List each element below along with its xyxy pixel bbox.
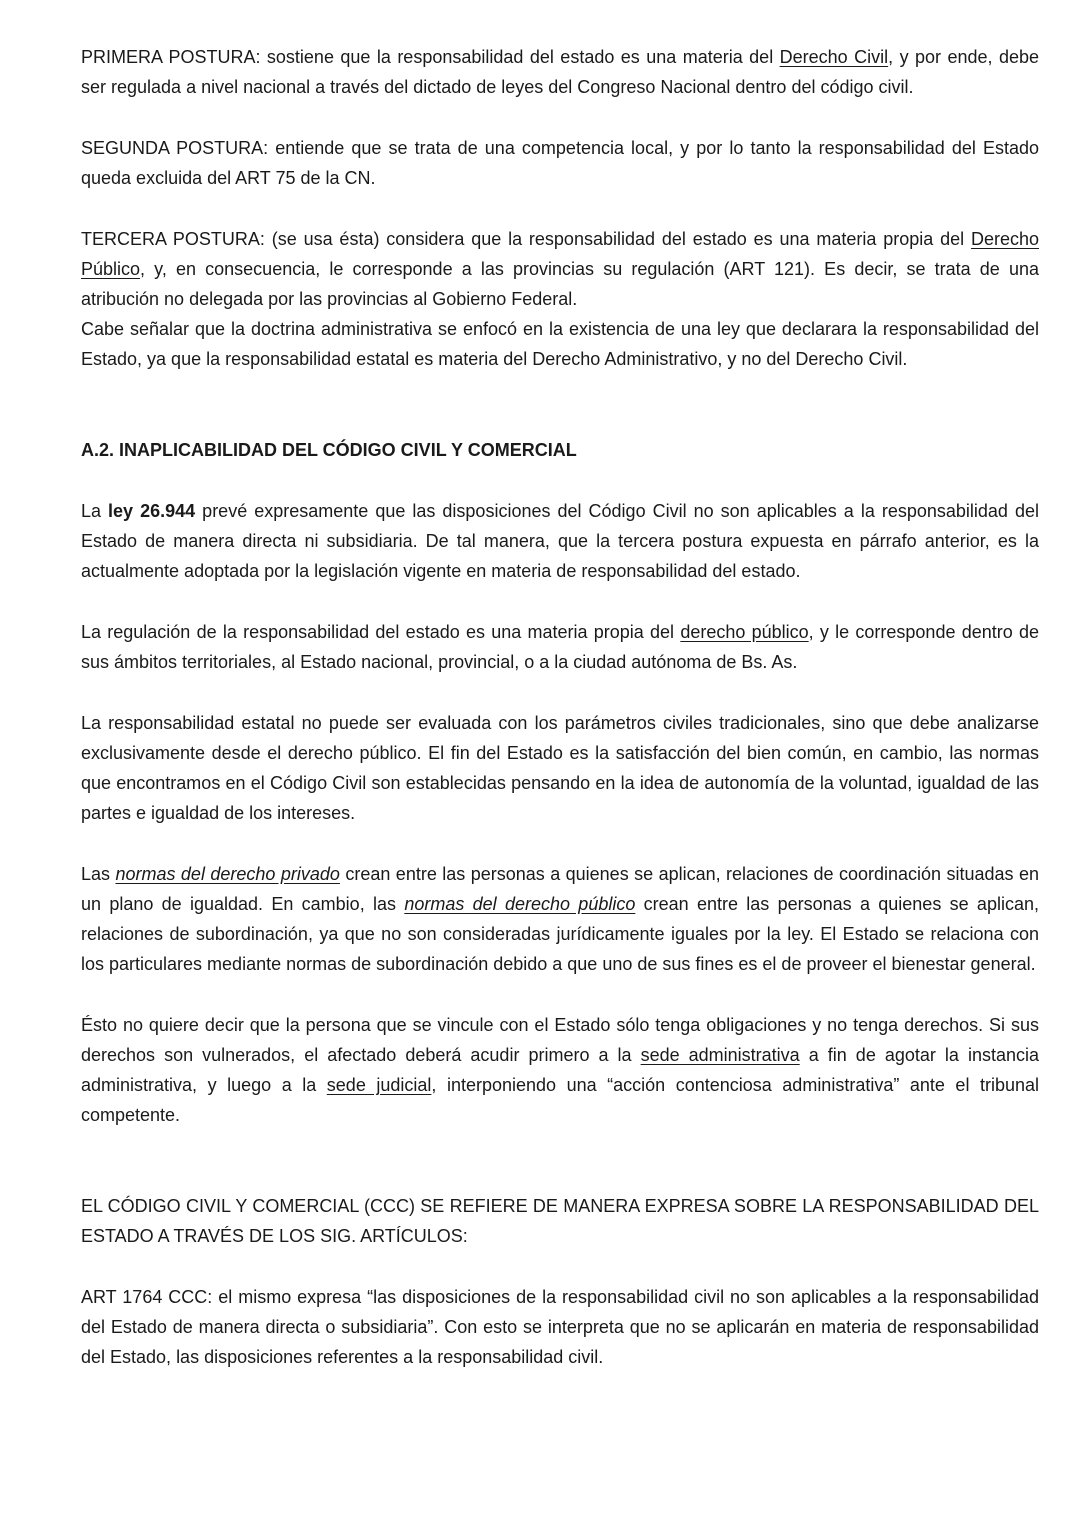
paragraph-derechos: Ésto no quiere decir que la persona que se vincule con el Estado sólo tenga obligaciones y no tenga derechos. Si sus derechos son vulnerados, el afectado deberá acudir primero a la sede administrativa a fin de agotar la instancia administrativa, y luego a la sede judicial, interponiendo una “acción contenciosa administrativa” ante el tribunal competente. <box>81 1015 1040 1125</box>
document-page <box>81 42 1039 1372</box>
term-normas-publico: normas del derecho público <box>404 894 636 914</box>
paragraph-art-1764: ART 1764 CCC: el mismo expresa “las disposiciones de la responsabilidad civil no son aplicables a la responsabilidad del Estado de manera directa o subsidiaria”. Con esto se interpreta que no se aplicarán en materia de responsabilidad del Estado, las disposiciones referentes a la responsabilidad civil. <box>81 1287 1039 1367</box>
term-normas-privado: normas del derecho privado <box>115 864 340 884</box>
paragraph-responsabilidad-estatal: La responsabilidad estatal no puede ser evaluada con los parámetros civiles tradicionales, sino que debe analizarse exclusivamente desde el derecho público. El fin del Estado es la satisfacción del bien común, en cambio, las normas que encontramos en el Código Civil son establecidas pensando en la idea de autonomía de la voluntad, igualdad de las partes e igualdad de los intereses. <box>81 713 1039 823</box>
paragraph-regulacion: La regulación de la responsabilidad del estado es una materia propia del derecho público, y le corresponde dentro de sus ámbitos territoriales, al Estado nacional, provincial, o a la ciudad autónoma de Bs. As. <box>81 622 1040 672</box>
paragraph-doctrina: Cabe señalar que la doctrina administrativa se enfocó en la existencia de una ley que declarara la responsabilidad del Estado, ya que la responsabilidad estatal es materia del Derecho Administrativo, y no del Derecho Civil. <box>81 319 1039 369</box>
term-sede-judicial: sede judicial <box>326 1075 432 1095</box>
paragraph-ccc-intro: EL CÓDIGO CIVIL Y COMERCIAL (CCC) SE REFIERE DE MANERA EXPRESA SOBRE LA RESPONSABILIDAD DEL ESTADO A TRAVÉS DE LOS SIG. ARTÍCULOS: <box>81 1196 1039 1246</box>
section-heading: A.2. INAPLICABILIDAD DEL CÓDIGO CIVIL Y COMERCIAL <box>81 440 577 460</box>
term-sede-administrativa: sede administrativa <box>640 1045 800 1065</box>
paragraph-segunda-postura: SEGUNDA POSTURA: entiende que se trata de una competencia local, y por lo tanto la responsabilidad del Estado queda excluida del ART 75 de la CN. <box>81 138 1039 188</box>
paragraph-ley-26944: La ley 26.944 prevé expresamente que las disposiciones del Código Civil no son aplicables a la responsabilidad del Estado de manera directa ni subsidiaria. De tal manera, que la tercera postura expuesta en párrafo anterior, es la actualmente adoptada por la legislación vigente en materia de responsabilidad del estado. <box>81 501 1039 581</box>
paragraph-primera-postura: PRIMERA POSTURA: sostiene que la responsabilidad del estado es una materia del Derecho Civil, y por ende, debe ser regulada a nivel nacional a través del dictado de leyes del Congreso Nacional dentro del código civil. <box>81 47 1039 97</box>
paragraph-tercera-postura: TERCERA POSTURA: (se usa ésta) considera que la responsabilidad del estado es una materia propia del Derecho Público, y, en consecuencia, le corresponde a las provincias su regulación (ART 121). Es decir, se trata de una atribución no delegada por las provincias al Gobierno Federal. <box>81 229 1039 309</box>
term-derecho-civil: Derecho Civil <box>779 47 889 67</box>
term-derecho-publico: Derecho Público <box>81 229 1039 279</box>
paragraph-normas: Las normas del derecho privado crean entre las personas a quienes se aplican, relaciones de coordinación situadas en un plano de igualdad. En cambio, las normas del derecho público crean entre las personas a quienes se aplican, relaciones de subordinación, ya que no son consideradas jurídicamente iguales por la ley. El Estado se relaciona con los particulares mediante normas de subordinación debido a que uno de sus fines es el de proveer el bienestar general. <box>81 864 1039 974</box>
term-ley: ley 26.944 <box>108 501 196 521</box>
term-derecho-publico-2: derecho público <box>680 622 809 642</box>
